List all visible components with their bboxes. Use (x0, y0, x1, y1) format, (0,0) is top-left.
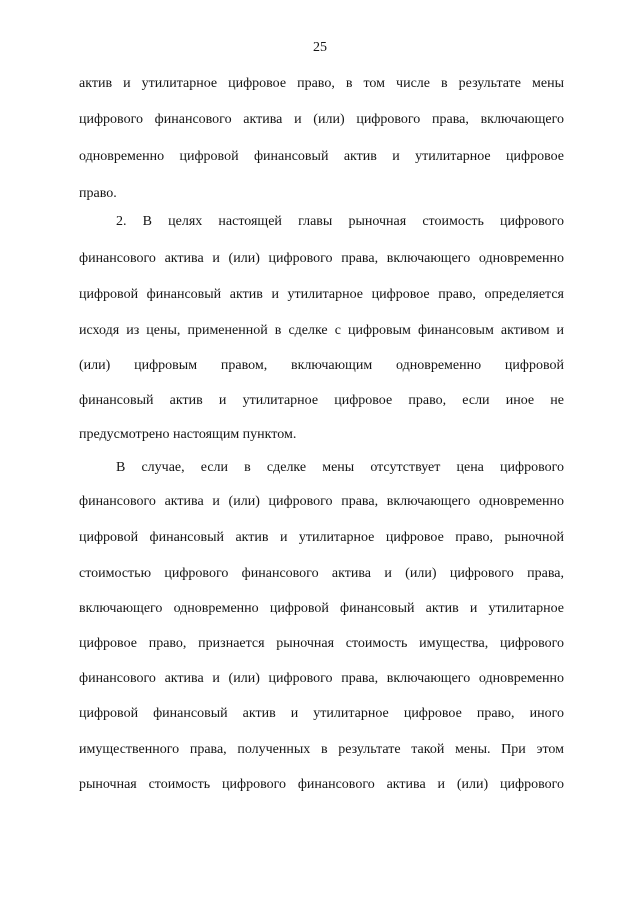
text-line: 2. В целях настоящей главы рыночная стоимость цифрового (116, 214, 564, 229)
text-line: финансового актива и (или) цифрового права, включающего одновременно (79, 251, 564, 266)
text-line: В случае, если в сделке мены отсутствует цена цифрового (116, 460, 564, 475)
text-line: цифровой финансовый актив и утилитарное цифровое право, рыночной (79, 530, 564, 545)
text-line: цифровой финансовый актив и утилитарное цифровое право, иного (79, 706, 564, 721)
text-line: финансового актива и (или) цифрового права, включающего одновременно (79, 671, 564, 686)
text-line: предусмотрено настоящим пунктом. (79, 427, 297, 442)
text-line: включающего одновременно цифровой финансовый актив и утилитарное (79, 601, 564, 616)
text-line: цифровое право, признается рыночная стоимость имущества, цифрового (79, 636, 564, 651)
text-line: цифровой финансовый актив и утилитарное цифровое право, определяется (79, 287, 564, 302)
text-line: рыночная стоимость цифрового финансового актива и (или) цифрового (79, 777, 564, 792)
text-line: имущественного права, полученных в результате такой мены. При этом (79, 742, 564, 757)
text-line: цифрового финансового актива и (или) цифрового права, включающего (79, 112, 564, 127)
text-line: право. (79, 186, 117, 201)
text-line: стоимостью цифрового финансового актива и (или) цифрового права, (79, 566, 564, 581)
text-line: финансовый актив и утилитарное цифровое право, если иное не (79, 393, 564, 408)
text-line: финансового актива и (или) цифрового права, включающего одновременно (79, 494, 564, 509)
text-line: исходя из цены, примененной в сделке с цифровым финансовым активом и (79, 323, 564, 338)
text-line: актив и утилитарное цифровое право, в том числе в результате мены (79, 76, 564, 91)
text-line: одновременно цифровой финансовый актив и утилитарное цифровое (79, 149, 564, 164)
text-line: (или) цифровым правом, включающим одновременно цифровой (79, 358, 564, 373)
page-number: 25 (313, 40, 327, 55)
